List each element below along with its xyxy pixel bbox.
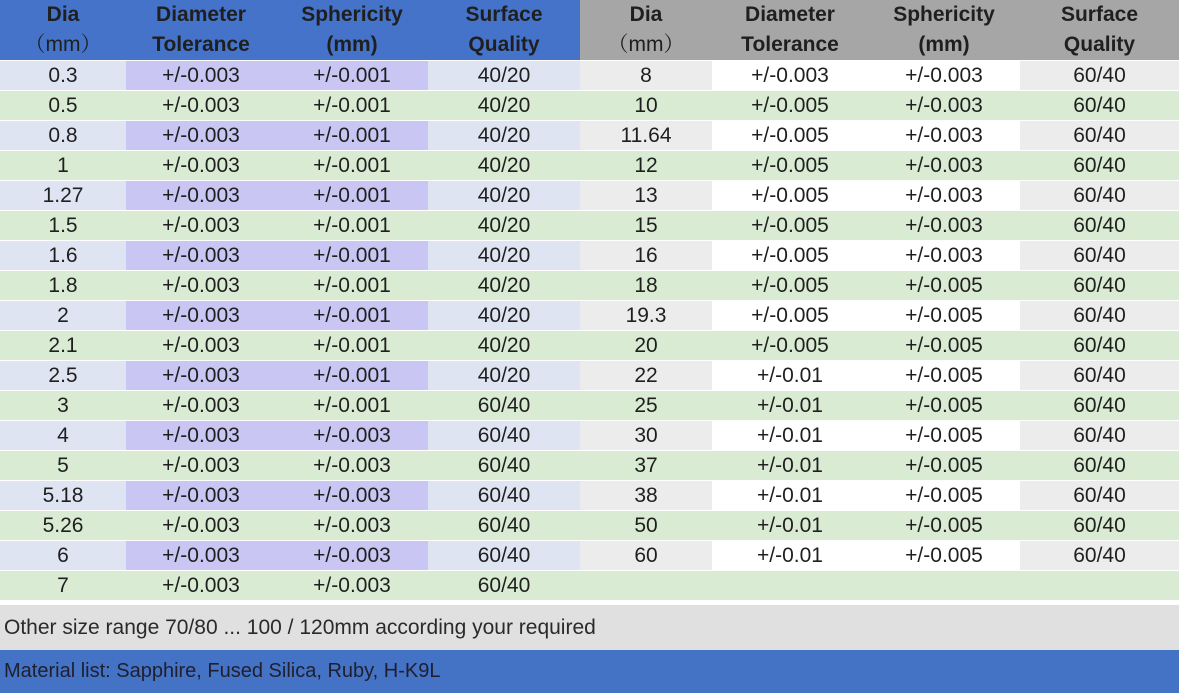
table-row [0, 571, 580, 601]
tolerance-cell: +/-0.003 [126, 511, 276, 541]
tolerance-cell: +/-0.003 [126, 481, 276, 511]
tolerance-cell: +/-0.01 [712, 511, 868, 541]
tolerance-cell: +/-0.01 [712, 361, 868, 391]
sphericity-cell: +/-0.005 [868, 361, 1020, 391]
table-row [580, 391, 1179, 421]
surface-quality-cell: 60/40 [1020, 361, 1179, 391]
dia-cell: 37 [580, 451, 712, 481]
tolerance-cell: +/-0.003 [126, 121, 276, 151]
table-row [0, 451, 580, 481]
surface-quality-cell: 60/40 [1020, 301, 1179, 331]
sphericity-cell: +/-0.001 [276, 331, 428, 361]
sphericity-cell: +/-0.003 [276, 511, 428, 541]
tolerance-cell: +/-0.003 [126, 181, 276, 211]
tolerance-cell: +/-0.01 [712, 451, 868, 481]
dia-cell: 0.8 [0, 121, 126, 151]
table-row [580, 121, 1179, 151]
material-list: Material list: Sapphire, Fused Silica, Ruby, H-K9L [0, 650, 1179, 693]
dia-cell: 30 [580, 421, 712, 451]
surface-quality-cell: 40/20 [428, 91, 580, 121]
sphericity-cell: +/-0.003 [276, 541, 428, 571]
sphericity-cell: +/-0.001 [276, 361, 428, 391]
empty-cell [1020, 571, 1179, 601]
surface-quality-cell: 60/40 [1020, 211, 1179, 241]
surface-quality-cell: 60/40 [1020, 121, 1179, 151]
table-row [580, 61, 1179, 91]
tolerance-cell: +/-0.003 [126, 451, 276, 481]
right-header-row [580, 0, 1179, 61]
table-row [0, 151, 580, 181]
table-row [0, 511, 580, 541]
table-row [0, 181, 580, 211]
tolerance-cell: +/-0.003 [126, 271, 276, 301]
dia-cell: 15 [580, 211, 712, 241]
table-row [580, 361, 1179, 391]
sphericity-cell: +/-0.003 [868, 241, 1020, 271]
surface-quality-cell: 60/40 [1020, 421, 1179, 451]
table-row [0, 421, 580, 451]
surface-quality-cell: 60/40 [1020, 331, 1179, 361]
header-dia: Dia （mm） [580, 0, 712, 61]
sphericity-cell: +/-0.001 [276, 61, 428, 91]
dia-cell: 16 [580, 241, 712, 271]
surface-quality-cell: 40/20 [428, 361, 580, 391]
tolerance-cell: +/-0.005 [712, 91, 868, 121]
tolerance-cell: +/-0.01 [712, 541, 868, 571]
surface-quality-cell: 60/40 [1020, 151, 1179, 181]
sphericity-cell: +/-0.003 [276, 481, 428, 511]
table-row [0, 91, 580, 121]
dia-cell: 2 [0, 301, 126, 331]
surface-quality-cell: 60/40 [1020, 511, 1179, 541]
table-row [0, 271, 580, 301]
table-row [580, 211, 1179, 241]
sphericity-cell: +/-0.001 [276, 91, 428, 121]
tolerance-cell: +/-0.01 [712, 421, 868, 451]
dia-cell: 22 [580, 361, 712, 391]
sphericity-cell: +/-0.001 [276, 211, 428, 241]
surface-quality-cell: 60/40 [1020, 481, 1179, 511]
header-diameter-tolerance: Diameter Tolerance [126, 0, 276, 61]
surface-quality-cell: 60/40 [428, 481, 580, 511]
table-row [580, 331, 1179, 361]
sphericity-cell: +/-0.003 [868, 91, 1020, 121]
sphericity-cell: +/-0.005 [868, 331, 1020, 361]
table-row [580, 241, 1179, 271]
table-row [580, 571, 1179, 601]
sphericity-cell: +/-0.001 [276, 181, 428, 211]
tolerance-cell: +/-0.003 [126, 541, 276, 571]
sphericity-cell: +/-0.003 [868, 61, 1020, 91]
surface-quality-cell: 40/20 [428, 181, 580, 211]
tolerance-cell: +/-0.003 [126, 61, 276, 91]
empty-cell [868, 571, 1020, 601]
left-spec-table [0, 0, 580, 601]
surface-quality-cell: 40/20 [428, 301, 580, 331]
surface-quality-cell: 40/20 [428, 61, 580, 91]
dia-cell: 10 [580, 91, 712, 121]
sphericity-cell: +/-0.003 [276, 421, 428, 451]
sphericity-cell: +/-0.005 [868, 481, 1020, 511]
left-header-row [0, 0, 580, 61]
table-row [580, 541, 1179, 571]
table-row [580, 451, 1179, 481]
table-row [0, 331, 580, 361]
table-row [0, 211, 580, 241]
dia-cell: 1 [0, 151, 126, 181]
dia-cell: 19.3 [580, 301, 712, 331]
surface-quality-cell: 40/20 [428, 331, 580, 361]
dia-cell: 13 [580, 181, 712, 211]
table-row [580, 421, 1179, 451]
dia-cell: 60 [580, 541, 712, 571]
tolerance-cell: +/-0.005 [712, 151, 868, 181]
table-row [580, 301, 1179, 331]
table-row [0, 61, 580, 91]
table-row [580, 91, 1179, 121]
surface-quality-cell: 60/40 [1020, 241, 1179, 271]
tolerance-cell: +/-0.005 [712, 121, 868, 151]
table-row [0, 361, 580, 391]
dia-cell: 6 [0, 541, 126, 571]
sphericity-cell: +/-0.003 [276, 571, 428, 601]
dia-cell: 11.64 [580, 121, 712, 151]
empty-cell [712, 571, 868, 601]
sphericity-cell: +/-0.005 [868, 451, 1020, 481]
dia-cell: 1.27 [0, 181, 126, 211]
tolerance-cell: +/-0.003 [126, 571, 276, 601]
sphericity-cell: +/-0.001 [276, 151, 428, 181]
surface-quality-cell: 60/40 [1020, 181, 1179, 211]
dia-cell: 0.3 [0, 61, 126, 91]
tolerance-cell: +/-0.003 [712, 61, 868, 91]
header-diameter-tolerance: Diameter Tolerance [712, 0, 868, 61]
dia-cell: 3 [0, 391, 126, 421]
sphericity-cell: +/-0.005 [868, 301, 1020, 331]
empty-cell [580, 571, 712, 601]
table-row [0, 541, 580, 571]
size-range-note: Other size range 70/80 ... 100 / 120mm according your required [0, 605, 1179, 650]
sphericity-cell: +/-0.001 [276, 121, 428, 151]
dia-cell: 8 [580, 61, 712, 91]
surface-quality-cell: 60/40 [428, 451, 580, 481]
dia-cell: 5.18 [0, 481, 126, 511]
tolerance-cell: +/-0.003 [126, 151, 276, 181]
right-spec-table [580, 0, 1179, 601]
table-row [0, 301, 580, 331]
header-sphericity: Sphericity (mm) [276, 0, 428, 61]
sphericity-cell: +/-0.001 [276, 271, 428, 301]
surface-quality-cell: 60/40 [428, 391, 580, 421]
tolerance-cell: +/-0.005 [712, 181, 868, 211]
dia-cell: 20 [580, 331, 712, 361]
header-surface-quality: Surface Quality [1020, 0, 1179, 61]
dia-cell: 5 [0, 451, 126, 481]
table-row [580, 151, 1179, 181]
dia-cell: 0.5 [0, 91, 126, 121]
surface-quality-cell: 60/40 [1020, 391, 1179, 421]
sphericity-cell: +/-0.001 [276, 301, 428, 331]
dia-cell: 4 [0, 421, 126, 451]
surface-quality-cell: 60/40 [1020, 91, 1179, 121]
sphericity-cell: +/-0.003 [868, 211, 1020, 241]
dia-cell: 1.5 [0, 211, 126, 241]
tolerance-cell: +/-0.005 [712, 241, 868, 271]
table-row [0, 481, 580, 511]
dia-cell: 2.5 [0, 361, 126, 391]
dia-cell: 1.6 [0, 241, 126, 271]
surface-quality-cell: 60/40 [428, 421, 580, 451]
dia-cell: 38 [580, 481, 712, 511]
dia-cell: 18 [580, 271, 712, 301]
surface-quality-cell: 60/40 [1020, 61, 1179, 91]
dia-cell: 5.26 [0, 511, 126, 541]
header-sphericity: Sphericity (mm) [868, 0, 1020, 61]
table-row [0, 391, 580, 421]
table-row [580, 181, 1179, 211]
surface-quality-cell: 40/20 [428, 241, 580, 271]
sphericity-cell: +/-0.003 [868, 151, 1020, 181]
surface-quality-cell: 60/40 [428, 511, 580, 541]
tolerance-cell: +/-0.003 [126, 91, 276, 121]
tolerance-cell: +/-0.003 [126, 391, 276, 421]
dia-cell: 50 [580, 511, 712, 541]
surface-quality-cell: 40/20 [428, 121, 580, 151]
tolerance-cell: +/-0.003 [126, 301, 276, 331]
sphericity-cell: +/-0.005 [868, 391, 1020, 421]
sphericity-cell: +/-0.003 [868, 121, 1020, 151]
tolerance-cell: +/-0.005 [712, 331, 868, 361]
surface-quality-cell: 60/40 [1020, 451, 1179, 481]
table-row [0, 121, 580, 151]
tolerance-cell: +/-0.003 [126, 331, 276, 361]
sphericity-cell: +/-0.001 [276, 391, 428, 421]
sphericity-cell: +/-0.005 [868, 421, 1020, 451]
sphericity-cell: +/-0.003 [276, 451, 428, 481]
dia-cell: 7 [0, 571, 126, 601]
table-row [580, 511, 1179, 541]
dia-cell: 12 [580, 151, 712, 181]
header-dia: Dia （mm） [0, 0, 126, 61]
dia-cell: 1.8 [0, 271, 126, 301]
surface-quality-cell: 40/20 [428, 211, 580, 241]
dia-cell: 2.1 [0, 331, 126, 361]
table-row [580, 481, 1179, 511]
tolerance-cell: +/-0.005 [712, 271, 868, 301]
tolerance-cell: +/-0.003 [126, 241, 276, 271]
surface-quality-cell: 40/20 [428, 271, 580, 301]
tolerance-cell: +/-0.005 [712, 211, 868, 241]
tolerance-cell: +/-0.005 [712, 301, 868, 331]
table-row [0, 241, 580, 271]
header-surface-quality: Surface Quality [428, 0, 580, 61]
sphericity-cell: +/-0.001 [276, 241, 428, 271]
surface-quality-cell: 60/40 [428, 571, 580, 601]
sphericity-cell: +/-0.003 [868, 181, 1020, 211]
surface-quality-cell: 60/40 [428, 541, 580, 571]
tolerance-cell: +/-0.01 [712, 391, 868, 421]
dia-cell: 25 [580, 391, 712, 421]
table-row [580, 271, 1179, 301]
surface-quality-cell: 40/20 [428, 151, 580, 181]
sphericity-cell: +/-0.005 [868, 271, 1020, 301]
tolerance-cell: +/-0.003 [126, 361, 276, 391]
tolerance-cell: +/-0.003 [126, 211, 276, 241]
surface-quality-cell: 60/40 [1020, 541, 1179, 571]
surface-quality-cell: 60/40 [1020, 271, 1179, 301]
sphericity-cell: +/-0.005 [868, 511, 1020, 541]
tolerance-cell: +/-0.01 [712, 481, 868, 511]
sphericity-cell: +/-0.005 [868, 541, 1020, 571]
tolerance-cell: +/-0.003 [126, 421, 276, 451]
